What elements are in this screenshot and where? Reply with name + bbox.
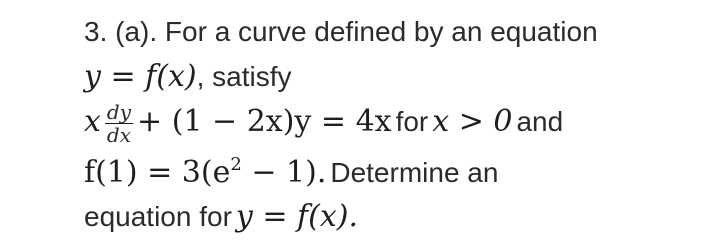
problem-statement (84, 14, 714, 244)
differential-equation-rest: + (1 − 2x)y = 4x (137, 104, 392, 139)
target-equation: y = f(x). (235, 199, 359, 234)
problem-line-2 (84, 59, 714, 104)
problem-heading-text: 3. (a). For a curve defined by an equation (84, 16, 598, 47)
problem-line-3 (84, 99, 714, 154)
equation-for-text: equation for (84, 201, 232, 232)
problem-line-4 (84, 154, 714, 199)
satisfy-text: , satisfy (196, 61, 292, 92)
exponent: 2 (230, 154, 242, 175)
curve-equation: y = f(x) (84, 59, 197, 94)
fraction-numerator: dy (106, 99, 132, 124)
problem-line-5 (84, 199, 714, 244)
derivative-fraction (105, 99, 133, 147)
initial-condition-right: − 1). (241, 155, 327, 190)
problem-line-1 (84, 16, 714, 61)
and-text: and (516, 106, 564, 137)
initial-condition (84, 155, 326, 190)
x-coefficient: x (84, 104, 101, 139)
fraction-denominator: dx (106, 122, 132, 147)
domain-condition: x > 0 (432, 104, 513, 139)
initial-condition-left: f(1) = 3(e (84, 155, 231, 190)
determine-text: Determine an (330, 157, 499, 188)
for-text: for (395, 106, 429, 137)
